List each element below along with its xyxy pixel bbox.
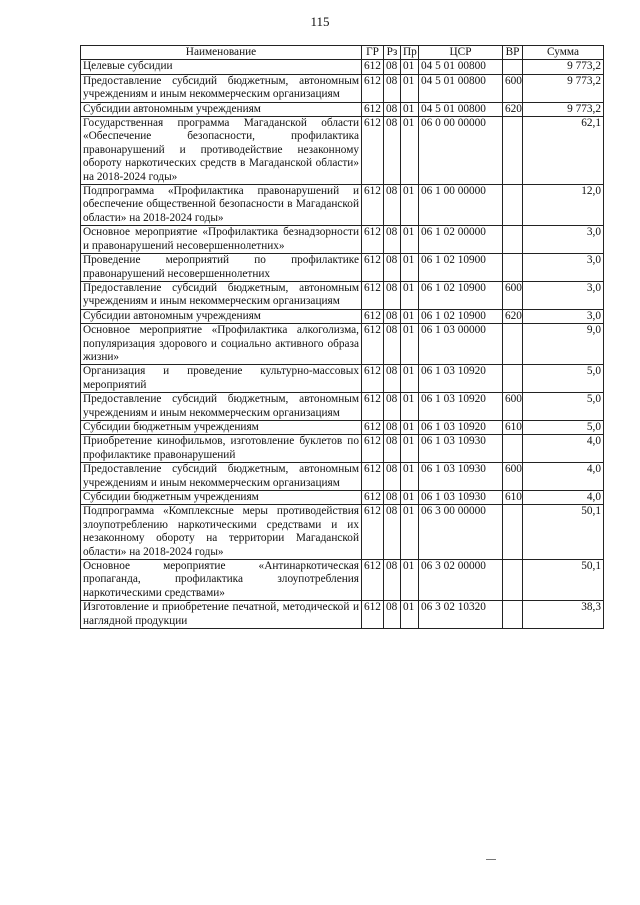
- cell-sum: 9 773,2: [523, 74, 604, 102]
- cell-vr: 620: [503, 309, 523, 323]
- cell-sum: 3,0: [523, 281, 604, 309]
- cell-sum: 12,0: [523, 185, 604, 226]
- table-row: [81, 601, 604, 629]
- cell-pr: 01: [401, 420, 419, 434]
- cell-pr: 01: [401, 254, 419, 282]
- cell-name: Предоставление субсидий бюджетным, автономным учреждениям и иным некоммерческим организациям: [81, 393, 362, 421]
- cell-pr: 01: [401, 393, 419, 421]
- table-row: [81, 324, 604, 365]
- cell-name: Основное мероприятие «Профилактика алкоголизма, популяризация здорового и социально активного образа жизни»: [81, 324, 362, 365]
- cell-csr: 06 1 02 00000: [419, 226, 503, 254]
- cell-csr: 06 1 03 10920: [419, 393, 503, 421]
- table-header-row: [81, 46, 604, 60]
- table-row: [81, 393, 604, 421]
- table-row: [81, 117, 604, 185]
- cell-vr: 600: [503, 463, 523, 491]
- table-row: [81, 60, 604, 74]
- cell-gr: 612: [362, 491, 384, 505]
- cell-sum: 3,0: [523, 254, 604, 282]
- cell-pr: 01: [401, 560, 419, 601]
- scan-mark: [486, 859, 496, 860]
- cell-rz: 08: [384, 420, 401, 434]
- table-row: [81, 102, 604, 116]
- cell-name: Изготовление и приобретение печатной, методической и наглядной продукции: [81, 601, 362, 629]
- table-row: [81, 309, 604, 323]
- cell-name: Подпрограмма «Профилактика правонарушений и обеспечение общественной безопасности в Магаданской области» на 2018-2024 годы»: [81, 185, 362, 226]
- cell-gr: 612: [362, 309, 384, 323]
- cell-vr: 610: [503, 491, 523, 505]
- cell-rz: 08: [384, 74, 401, 102]
- cell-pr: 01: [401, 60, 419, 74]
- cell-gr: 612: [362, 60, 384, 74]
- cell-rz: 08: [384, 309, 401, 323]
- cell-pr: 01: [401, 324, 419, 365]
- cell-pr: 01: [401, 365, 419, 393]
- cell-rz: 08: [384, 393, 401, 421]
- cell-vr: [503, 365, 523, 393]
- cell-gr: 612: [362, 601, 384, 629]
- cell-vr: [503, 324, 523, 365]
- table-row: [81, 560, 604, 601]
- cell-vr: [503, 254, 523, 282]
- table-row: [81, 185, 604, 226]
- cell-name: Предоставление субсидий бюджетным, автономным учреждениям и иным некоммерческим организациям: [81, 463, 362, 491]
- cell-sum: 62,1: [523, 117, 604, 185]
- cell-csr: 06 1 02 10900: [419, 309, 503, 323]
- cell-csr: 06 1 03 10920: [419, 420, 503, 434]
- header-sum: Сумма: [523, 46, 604, 60]
- cell-rz: 08: [384, 365, 401, 393]
- header-csr: ЦСР: [419, 46, 503, 60]
- header-rz: Рз: [384, 46, 401, 60]
- cell-name: Государственная программа Магаданской области «Обеспечение безопасности, профилактика правонарушений и противодействие незаконному обороту наркотических средств в Магаданской области» на 2018-2024 годы»: [81, 117, 362, 185]
- cell-gr: 612: [362, 463, 384, 491]
- cell-gr: 612: [362, 435, 384, 463]
- cell-name: Основное мероприятие «Антинаркотическая пропаганда, профилактика злоупотребления наркотическими средствами»: [81, 560, 362, 601]
- cell-rz: 08: [384, 491, 401, 505]
- cell-gr: 612: [362, 102, 384, 116]
- cell-vr: 600: [503, 393, 523, 421]
- cell-rz: 08: [384, 435, 401, 463]
- table-row: [81, 226, 604, 254]
- table-row: [81, 420, 604, 434]
- cell-gr: 612: [362, 117, 384, 185]
- cell-csr: 06 1 03 10930: [419, 435, 503, 463]
- cell-pr: 01: [401, 117, 419, 185]
- header-vr: ВР: [503, 46, 523, 60]
- table-row: [81, 281, 604, 309]
- cell-rz: 08: [384, 601, 401, 629]
- cell-rz: 08: [384, 254, 401, 282]
- cell-csr: 06 3 02 00000: [419, 560, 503, 601]
- cell-vr: [503, 505, 523, 560]
- cell-pr: 01: [401, 226, 419, 254]
- cell-sum: 4,0: [523, 463, 604, 491]
- cell-pr: 01: [401, 74, 419, 102]
- cell-gr: 612: [362, 393, 384, 421]
- header-gr: ГР: [362, 46, 384, 60]
- cell-sum: 3,0: [523, 309, 604, 323]
- cell-name: Субсидии автономным учреждениям: [81, 102, 362, 116]
- cell-csr: 06 1 03 00000: [419, 324, 503, 365]
- cell-gr: 612: [362, 226, 384, 254]
- cell-name: Основное мероприятие «Профилактика безнадзорности и правонарушений несовершеннолетних»: [81, 226, 362, 254]
- cell-name: Целевые субсидии: [81, 60, 362, 74]
- cell-sum: 9 773,2: [523, 102, 604, 116]
- cell-gr: 612: [362, 365, 384, 393]
- cell-csr: 04 5 01 00800: [419, 102, 503, 116]
- cell-vr: 610: [503, 420, 523, 434]
- cell-rz: 08: [384, 226, 401, 254]
- cell-rz: 08: [384, 185, 401, 226]
- table-row: [81, 463, 604, 491]
- cell-rz: 08: [384, 324, 401, 365]
- cell-rz: 08: [384, 102, 401, 116]
- cell-pr: 01: [401, 463, 419, 491]
- cell-rz: 08: [384, 117, 401, 185]
- cell-csr: 06 3 00 00000: [419, 505, 503, 560]
- cell-name: Предоставление субсидий бюджетным, автономным учреждениям и иным некоммерческим организациям: [81, 74, 362, 102]
- cell-vr: [503, 226, 523, 254]
- budget-table: [80, 45, 604, 629]
- cell-csr: 06 3 02 10320: [419, 601, 503, 629]
- cell-rz: 08: [384, 281, 401, 309]
- cell-vr: [503, 60, 523, 74]
- cell-pr: 01: [401, 435, 419, 463]
- cell-vr: 620: [503, 102, 523, 116]
- cell-csr: 06 1 03 10930: [419, 463, 503, 491]
- cell-vr: 600: [503, 281, 523, 309]
- cell-name: Организация и проведение культурно-массовых мероприятий: [81, 365, 362, 393]
- cell-gr: 612: [362, 74, 384, 102]
- cell-sum: 5,0: [523, 420, 604, 434]
- cell-rz: 08: [384, 60, 401, 74]
- cell-rz: 08: [384, 560, 401, 601]
- cell-sum: 50,1: [523, 505, 604, 560]
- cell-pr: 01: [401, 491, 419, 505]
- cell-pr: 01: [401, 505, 419, 560]
- cell-gr: 612: [362, 281, 384, 309]
- cell-name: Приобретение кинофильмов, изготовление буклетов по профилактике правонарушений: [81, 435, 362, 463]
- table-row: [81, 505, 604, 560]
- cell-csr: 06 1 02 10900: [419, 281, 503, 309]
- table-row: [81, 435, 604, 463]
- cell-sum: 9,0: [523, 324, 604, 365]
- cell-pr: 01: [401, 281, 419, 309]
- table-row: [81, 254, 604, 282]
- cell-sum: 5,0: [523, 393, 604, 421]
- cell-gr: 612: [362, 560, 384, 601]
- table-body: [81, 60, 604, 629]
- table-row: [81, 365, 604, 393]
- cell-sum: 38,3: [523, 601, 604, 629]
- cell-pr: 01: [401, 185, 419, 226]
- cell-gr: 612: [362, 185, 384, 226]
- cell-name: Проведение мероприятий по профилактике правонарушений несовершеннолетних: [81, 254, 362, 282]
- cell-sum: 4,0: [523, 491, 604, 505]
- cell-rz: 08: [384, 505, 401, 560]
- cell-pr: 01: [401, 309, 419, 323]
- cell-csr: 06 1 03 10930: [419, 491, 503, 505]
- cell-name: Подпрограмма «Комплексные меры противодействия злоупотреблению наркотическими средствами и их незаконному обороту на территории Магаданской области» на 2018-2024 годы»: [81, 505, 362, 560]
- cell-pr: 01: [401, 102, 419, 116]
- cell-rz: 08: [384, 463, 401, 491]
- cell-csr: 06 0 00 00000: [419, 117, 503, 185]
- cell-vr: [503, 435, 523, 463]
- cell-csr: 06 1 02 10900: [419, 254, 503, 282]
- cell-pr: 01: [401, 601, 419, 629]
- cell-vr: [503, 601, 523, 629]
- header-pr: Пр: [401, 46, 419, 60]
- cell-vr: [503, 560, 523, 601]
- cell-name: Субсидии автономным учреждениям: [81, 309, 362, 323]
- table-row: [81, 491, 604, 505]
- cell-sum: 9 773,2: [523, 60, 604, 74]
- cell-gr: 612: [362, 420, 384, 434]
- cell-vr: 600: [503, 74, 523, 102]
- cell-name: Предоставление субсидий бюджетным, автономным учреждениям и иным некоммерческим организациям: [81, 281, 362, 309]
- cell-sum: 3,0: [523, 226, 604, 254]
- cell-csr: 06 1 03 10920: [419, 365, 503, 393]
- table-row: [81, 74, 604, 102]
- cell-name: Субсидии бюджетным учреждениям: [81, 491, 362, 505]
- cell-vr: [503, 185, 523, 226]
- cell-sum: 4,0: [523, 435, 604, 463]
- cell-csr: 04 5 01 00800: [419, 74, 503, 102]
- cell-gr: 612: [362, 254, 384, 282]
- cell-sum: 50,1: [523, 560, 604, 601]
- cell-csr: 06 1 00 00000: [419, 185, 503, 226]
- cell-gr: 612: [362, 505, 384, 560]
- page-number: 115: [310, 14, 330, 29]
- cell-sum: 5,0: [523, 365, 604, 393]
- header-name: Наименование: [81, 46, 362, 60]
- cell-csr: 04 5 01 00800: [419, 60, 503, 74]
- cell-name: Субсидии бюджетным учреждениям: [81, 420, 362, 434]
- cell-vr: [503, 117, 523, 185]
- cell-gr: 612: [362, 324, 384, 365]
